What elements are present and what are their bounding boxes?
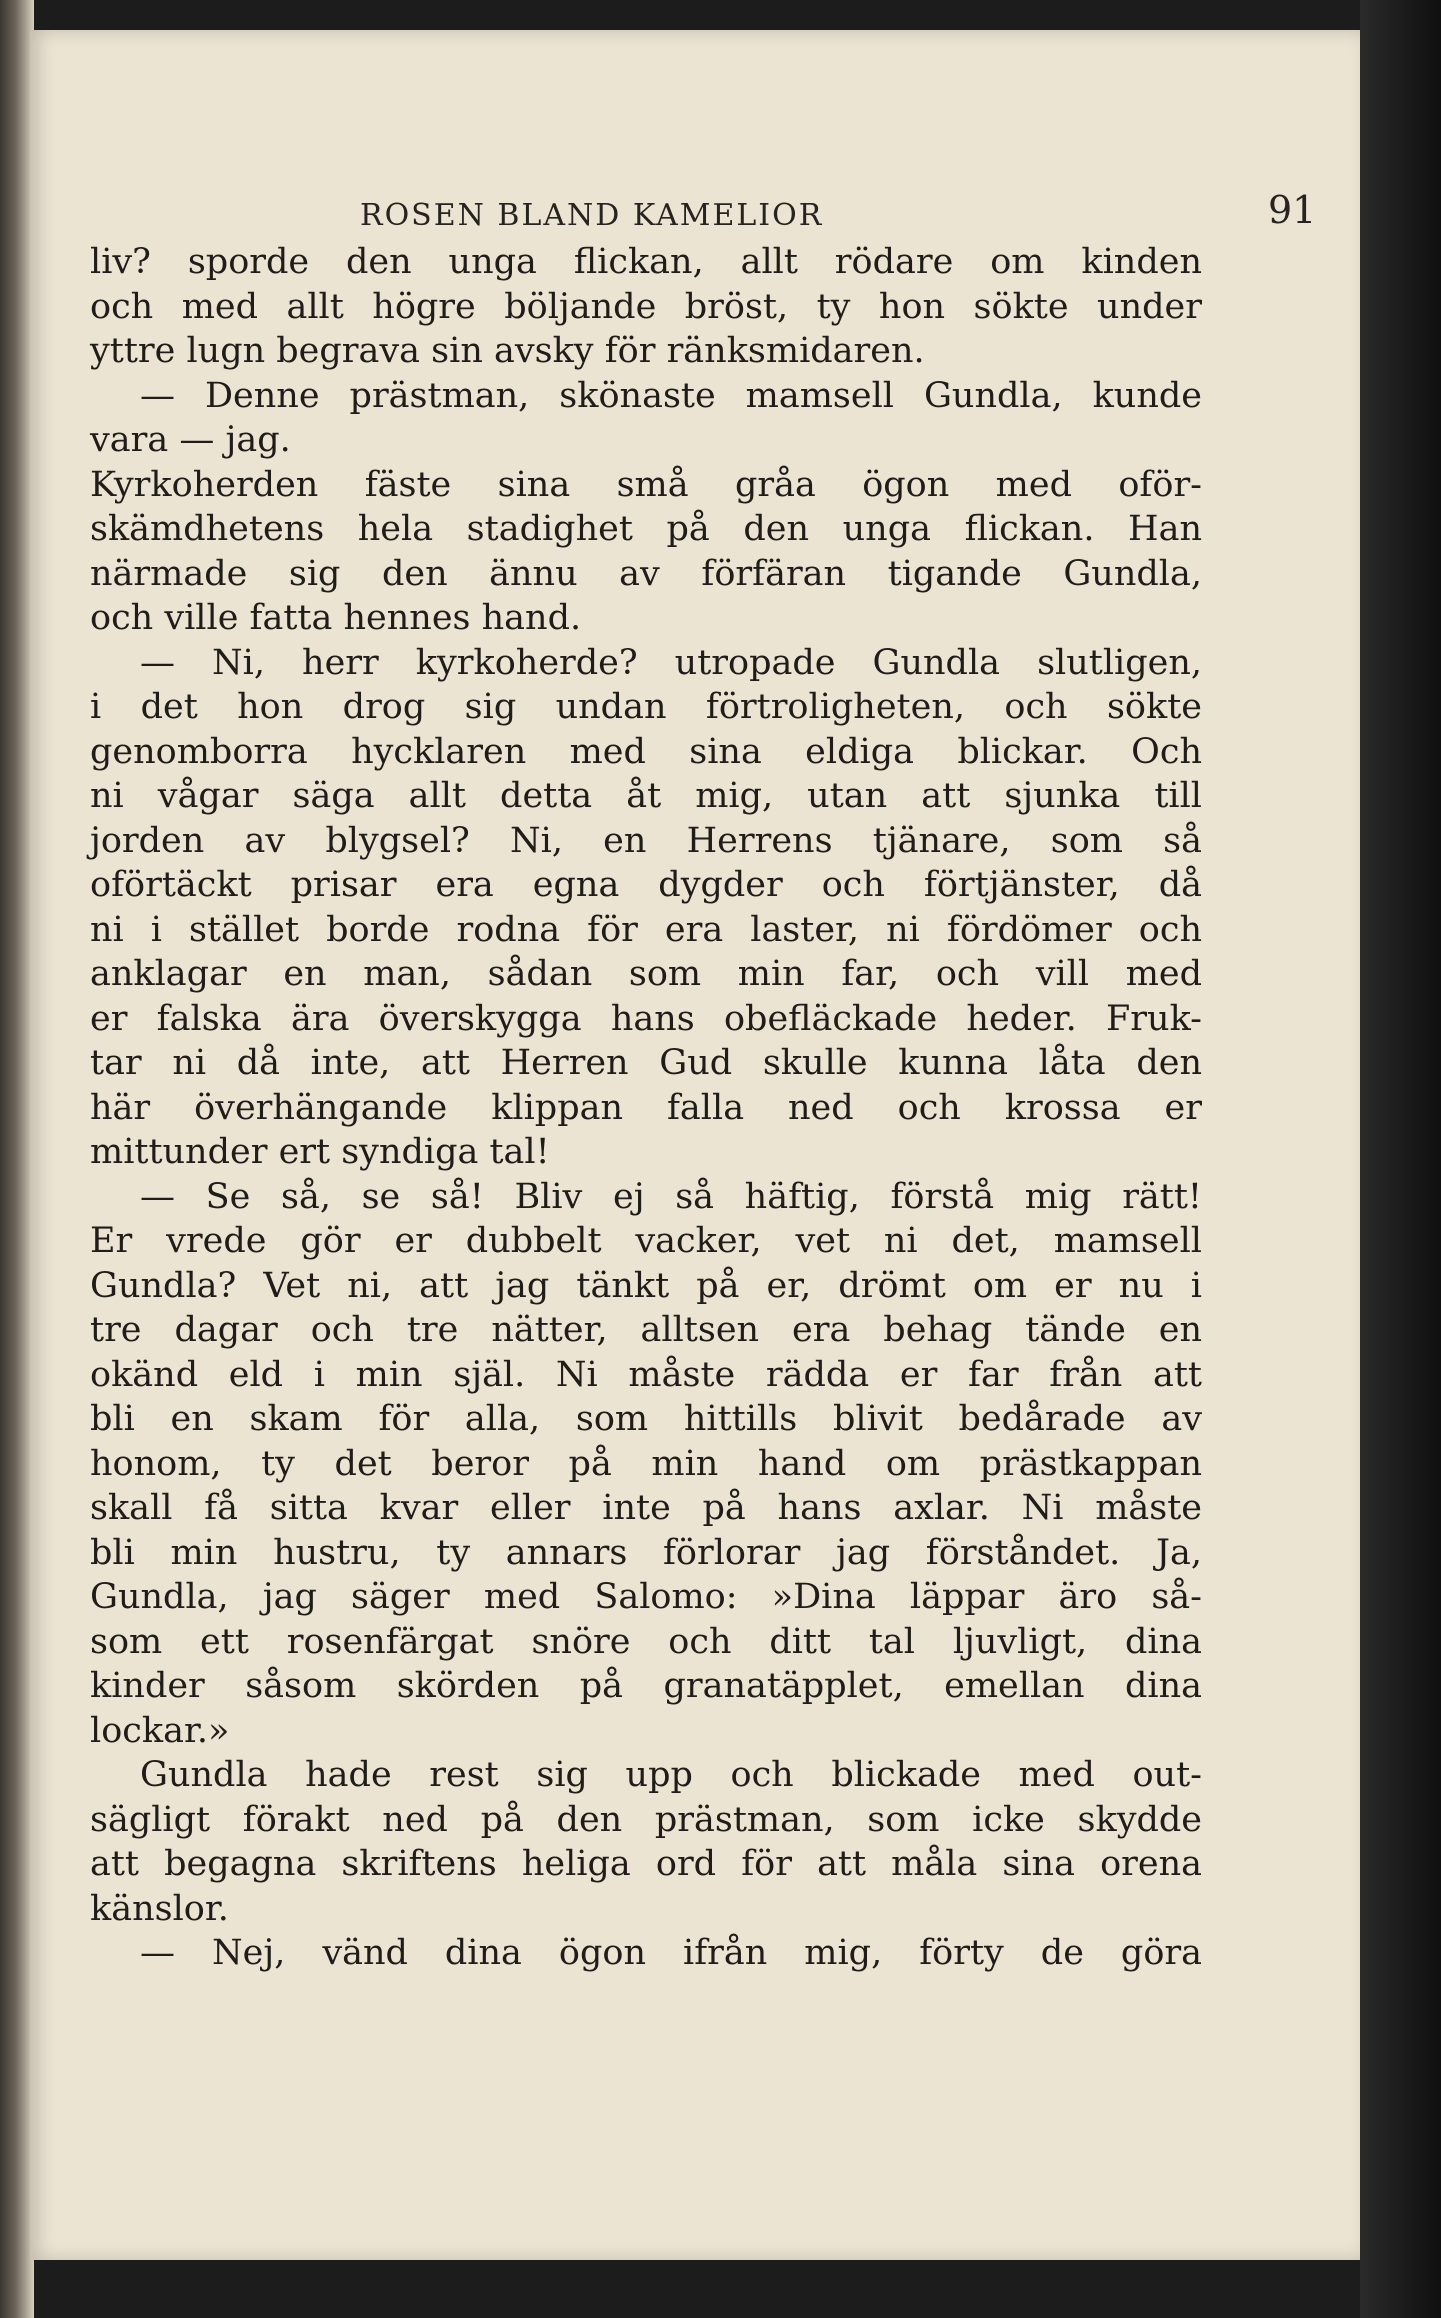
- text-line: kinder såsom skörden på granatäpplet, emellan dina: [90, 1666, 1202, 1706]
- text-line: yttre lugn begrava sin avsky för ränksmidaren.: [90, 331, 925, 371]
- text-line: liv? sporde den unga flickan, allt rödare om kinden: [90, 242, 1202, 282]
- running-title: ROSEN BLAND KAMELIOR: [360, 198, 824, 233]
- text-line: tre dagar och tre nätter, alltsen era behag tände en: [90, 1310, 1202, 1350]
- text-line: bli min hustru, ty annars förlorar jag förståndet. Ja,: [90, 1532, 1202, 1573]
- text-line: Gundla, jag säger med Salomo: »Dina läppar äro så-: [90, 1577, 1202, 1617]
- text-line: närmade sig den ännu av förfäran tigande Gundla,: [90, 553, 1202, 594]
- text-line: bli en skam för alla, som hittills blivit bedårade av: [90, 1399, 1202, 1439]
- text-line: Er vrede gör er dubbelt vacker, vet ni det, mamsell: [90, 1221, 1202, 1261]
- text-line: i det hon drog sig undan förtroligheten, och sökte: [90, 687, 1202, 727]
- text-line: att begagna skriftens heliga ord för att måla sina orena: [90, 1844, 1202, 1884]
- text-line: lockar.»: [90, 1710, 230, 1751]
- page-number: 91: [1268, 188, 1317, 232]
- text-line: genomborra hycklaren med sina eldiga blickar. Och: [90, 731, 1202, 772]
- running-head: [30, 180, 1360, 240]
- text-line: som ett rosenfärgat snöre och ditt tal ljuvligt, dina: [90, 1621, 1202, 1662]
- text-line: vara — jag.: [90, 420, 291, 460]
- book-page: [30, 30, 1360, 2260]
- text-line: här överhängande klippan falla ned och krossa er: [90, 1087, 1202, 1128]
- text-line: oförtäckt prisar era egna dygder och förtjänster, då: [90, 865, 1202, 905]
- text-line: okänd eld i min själ. Ni måste rädda er far från att: [90, 1354, 1202, 1395]
- text-line: skämdhetens hela stadighet på den unga flickan. Han: [90, 509, 1202, 549]
- text-line: — Nej, vänd dina ögon ifrån mig, förty de göra: [140, 1933, 1202, 1973]
- text-line: Kyrkoherden fäste sina små gråa ögon med oför-: [90, 464, 1202, 505]
- text-line: skall få sitta kvar eller inte på hans axlar. Ni måste: [90, 1488, 1202, 1528]
- text-line: anklagar en man, sådan som min far, och vill med: [90, 954, 1202, 994]
- text-line: Gundla? Vet ni, att jag tänkt på er, drömt om er nu i: [90, 1265, 1202, 1306]
- text-line: — Ni, herr kyrkoherde? utropade Gundla slutligen,: [140, 642, 1202, 683]
- text-line: ni vågar säga allt detta åt mig, utan att sjunka till: [90, 776, 1202, 816]
- text-line: — Denne prästman, skönaste mamsell Gundla, kunde: [140, 375, 1202, 416]
- text-line: — Se så, se så! Bliv ej så häftig, förstå mig rätt!: [140, 1176, 1202, 1217]
- previous-page-edge: [0, 0, 34, 2318]
- text-line: tar ni då inte, att Herren Gud skulle kunna låta den: [90, 1043, 1202, 1083]
- text-line: er falska ära överskygga hans obefläckade heder. Fruk-: [90, 998, 1202, 1039]
- text-line: jorden av blygsel? Ni, en Herrens tjänare, som så: [90, 820, 1202, 861]
- text-line: känslor.: [90, 1888, 229, 1929]
- text-line: och ville fatta hennes hand.: [90, 598, 582, 638]
- text-line: ni i stället borde rodna för era laster, ni fördömer och: [90, 909, 1202, 950]
- text-line: Gundla hade rest sig upp och blickade med out-: [140, 1755, 1202, 1795]
- text-line: och med allt högre böljande bröst, ty hon sökte under: [90, 286, 1202, 327]
- text-line: honom, ty det beror på min hand om prästkappan: [90, 1443, 1202, 1484]
- body-text: [90, 240, 1202, 1976]
- text-line: sägligt förakt ned på den prästman, som icke skydde: [90, 1799, 1202, 1840]
- text-line: mittunder ert syndiga tal!: [90, 1132, 550, 1172]
- scan-background-right: [1360, 0, 1441, 2318]
